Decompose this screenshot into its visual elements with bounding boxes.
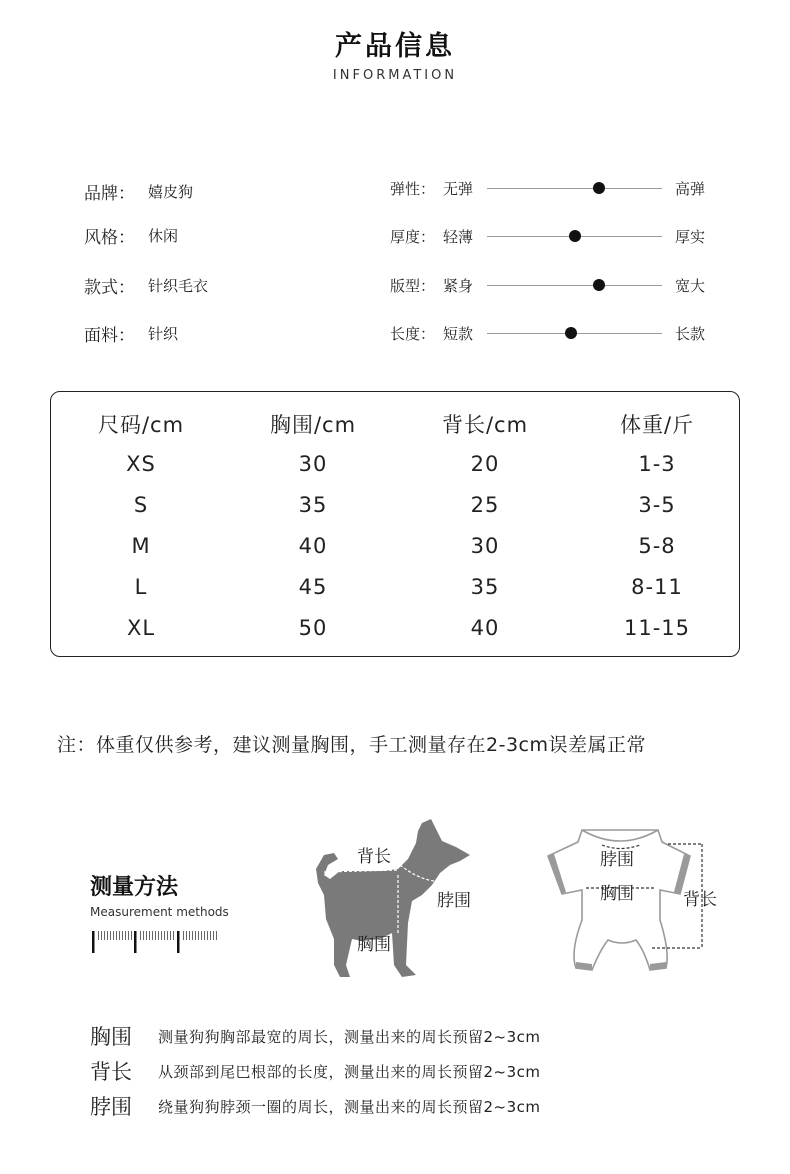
table-cell: M	[131, 534, 151, 558]
fit-track	[487, 285, 662, 286]
table-cell: 30	[298, 452, 328, 476]
table-cell: S	[133, 493, 149, 517]
elasticity-max: 高弹	[675, 180, 706, 198]
legend-neck-term: 脖围	[90, 1095, 132, 1119]
length-track	[487, 333, 662, 334]
table-cell: 11-15	[623, 616, 691, 640]
table-cell: 1-3	[638, 452, 676, 476]
shirt-chest-label: 胸围	[600, 884, 634, 904]
dog-back-label: 背长	[357, 847, 391, 867]
table-cell: L	[134, 575, 148, 599]
table-cell: 30	[470, 534, 500, 558]
table-cell: 35	[470, 575, 500, 599]
fit-min: 紧身	[443, 277, 474, 295]
length-label: 长度：	[390, 325, 436, 343]
table-cell: XL	[126, 616, 156, 640]
page-title: 产品信息	[335, 31, 455, 62]
table-cell: XS	[126, 452, 156, 476]
fit-max: 宽大	[675, 277, 706, 295]
thickness-max: 厚实	[675, 228, 706, 246]
shirt-back-label: 背长	[683, 890, 717, 910]
style-label: 风格：	[84, 228, 135, 248]
thickness-track	[487, 236, 662, 237]
type-label: 款式：	[84, 278, 135, 298]
size-table	[50, 391, 740, 657]
table-cell: 8-11	[631, 575, 683, 599]
table-cell: 50	[298, 616, 328, 640]
table-cell: 3-5	[638, 493, 676, 517]
method-title: 测量方法	[90, 875, 179, 900]
legend-chest-desc: 测量狗狗胸部最宽的周长，测量出来的周长预留2~3cm	[158, 1028, 541, 1046]
style-value: 休闲	[148, 227, 179, 245]
table-cell: 5-8	[638, 534, 676, 558]
thickness-min: 轻薄	[443, 228, 474, 246]
thickness-marker	[569, 230, 581, 242]
chest-header: 胸围/cm	[269, 413, 357, 437]
brand-value: 嬉皮狗	[148, 183, 194, 201]
legend-neck-desc: 绕量狗狗脖颈一圈的周长，测量出来的周长预留2~3cm	[158, 1098, 541, 1116]
dog-chest-label: 胸围	[357, 935, 391, 955]
table-cell: 20	[470, 452, 500, 476]
table-cell: 35	[298, 493, 328, 517]
elasticity-min: 无弹	[443, 180, 474, 198]
page-subtitle: INFORMATION	[332, 68, 458, 83]
legend-chest-term: 胸围	[90, 1025, 132, 1049]
brand-label: 品牌：	[84, 184, 135, 204]
table-cell: 45	[298, 575, 328, 599]
type-value: 针织毛衣	[148, 277, 209, 295]
fit-label: 版型：	[390, 277, 436, 295]
fit-marker	[593, 279, 605, 291]
method-subtitle: Measurement methods	[90, 905, 229, 919]
legend-back-desc: 从颈部到尾巴根部的长度，测量出来的周长预留2~3cm	[158, 1063, 541, 1081]
length-max: 长款	[675, 325, 706, 343]
back-header: 背长/cm	[441, 413, 529, 437]
fabric-value: 针织	[148, 325, 179, 343]
fabric-label: 面料：	[84, 326, 135, 346]
weight-header: 体重/斤	[619, 413, 695, 437]
length-marker	[565, 327, 577, 339]
size-header: 尺码/cm	[97, 413, 185, 437]
size-note: 注：体重仅供参考，建议测量胸围，手工测量存在2-3cm误差属正常	[57, 734, 646, 756]
shirt-neck-label: 脖围	[600, 850, 634, 870]
ruler-icon	[92, 929, 222, 955]
elasticity-label: 弹性：	[390, 180, 436, 198]
table-cell: 40	[298, 534, 328, 558]
legend-back-term: 背长	[90, 1060, 132, 1084]
elasticity-marker	[593, 182, 605, 194]
table-cell: 40	[470, 616, 500, 640]
elasticity-track	[487, 188, 662, 189]
dog-neck-label: 脖围	[437, 891, 471, 911]
thickness-label: 厚度：	[390, 228, 436, 246]
table-cell: 25	[470, 493, 500, 517]
length-min: 短款	[443, 325, 474, 343]
